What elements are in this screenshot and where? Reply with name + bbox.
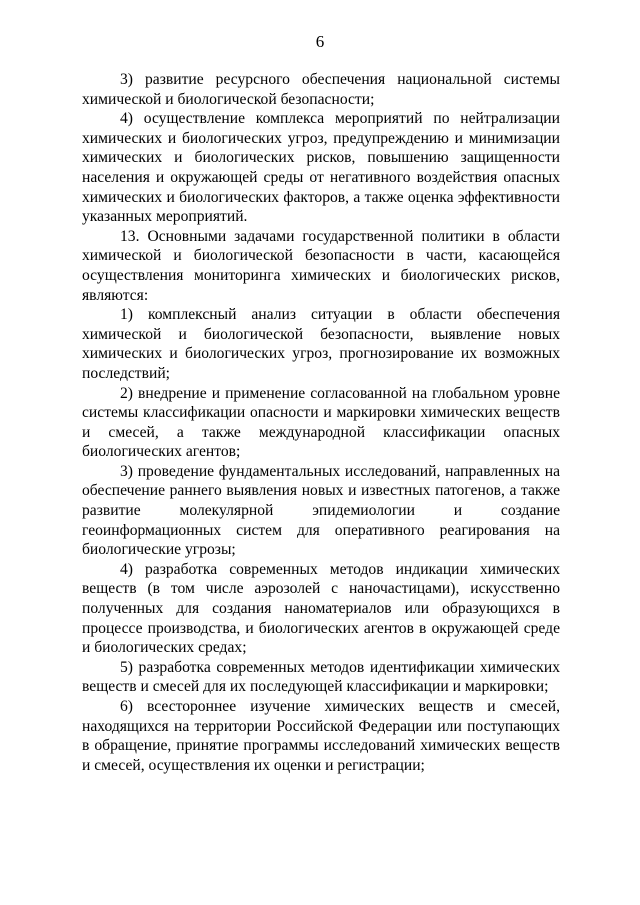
paragraph-task-3: 3) проведение фундаментальных исследований, направленных на обеспечение раннего выявления новых и известных патогенов, а также развитие молекулярной эпидемиологии и создание геоинформационных систем для оперативного реагирования на биологические угрозы; <box>82 462 560 559</box>
document-body <box>82 70 560 775</box>
paragraph-task-1: 1) комплексный анализ ситуации в области обеспечения химической и биологической безопасности, выявление новых химических и биологических угроз, прогнозирование их возможных последствий; <box>82 306 560 382</box>
paragraph-item-3: 3) развитие ресурсного обеспечения национальной системы химической и биологической безопасности; <box>82 71 560 108</box>
paragraph-section-13: 13. Основными задачами государственной политики в области химической и биологической безопасности в части, касающейся осуществления мониторинга химических и биологических рисков, являются: <box>82 227 560 304</box>
paragraph-task-4: 4) разработка современных методов индикации химических веществ (в том числе аэрозолей с наночастицами), искусственно полученных для создания наноматериалов или образующихся в процессе производства, и биологических агентов в окружающей среде и биологических средах; <box>82 560 560 657</box>
paragraph-task-2: 2) внедрение и применение согласованной на глобальном уровне системы классификации опасности и маркировки химических веществ и смесей, а также международной классификации опасных биологических агентов; <box>82 384 560 461</box>
paragraph-task-6: 6) всестороннее изучение химических веществ и смесей, находящихся на территории Российской Федерации или поступающих в обращение, принятие программы исследований химических веществ и смесей, осуществления их оценки и регистрации; <box>82 698 560 774</box>
page-number: 6 <box>315 32 325 51</box>
paragraph-task-5: 5) разработка современных методов идентификации химических веществ и смесей для их последующей классификации и маркировки; <box>82 658 560 696</box>
paragraph-item-4: 4) осуществление комплекса мероприятий по нейтрализации химических и биологических угроз, предупреждению и минимизации химических и биологических рисков, повышению защищенности населения и окружающей среды от негативного воздействия опасных химических и биологических факторов, а также оценка эффективности указанных мероприятий. <box>82 110 560 226</box>
